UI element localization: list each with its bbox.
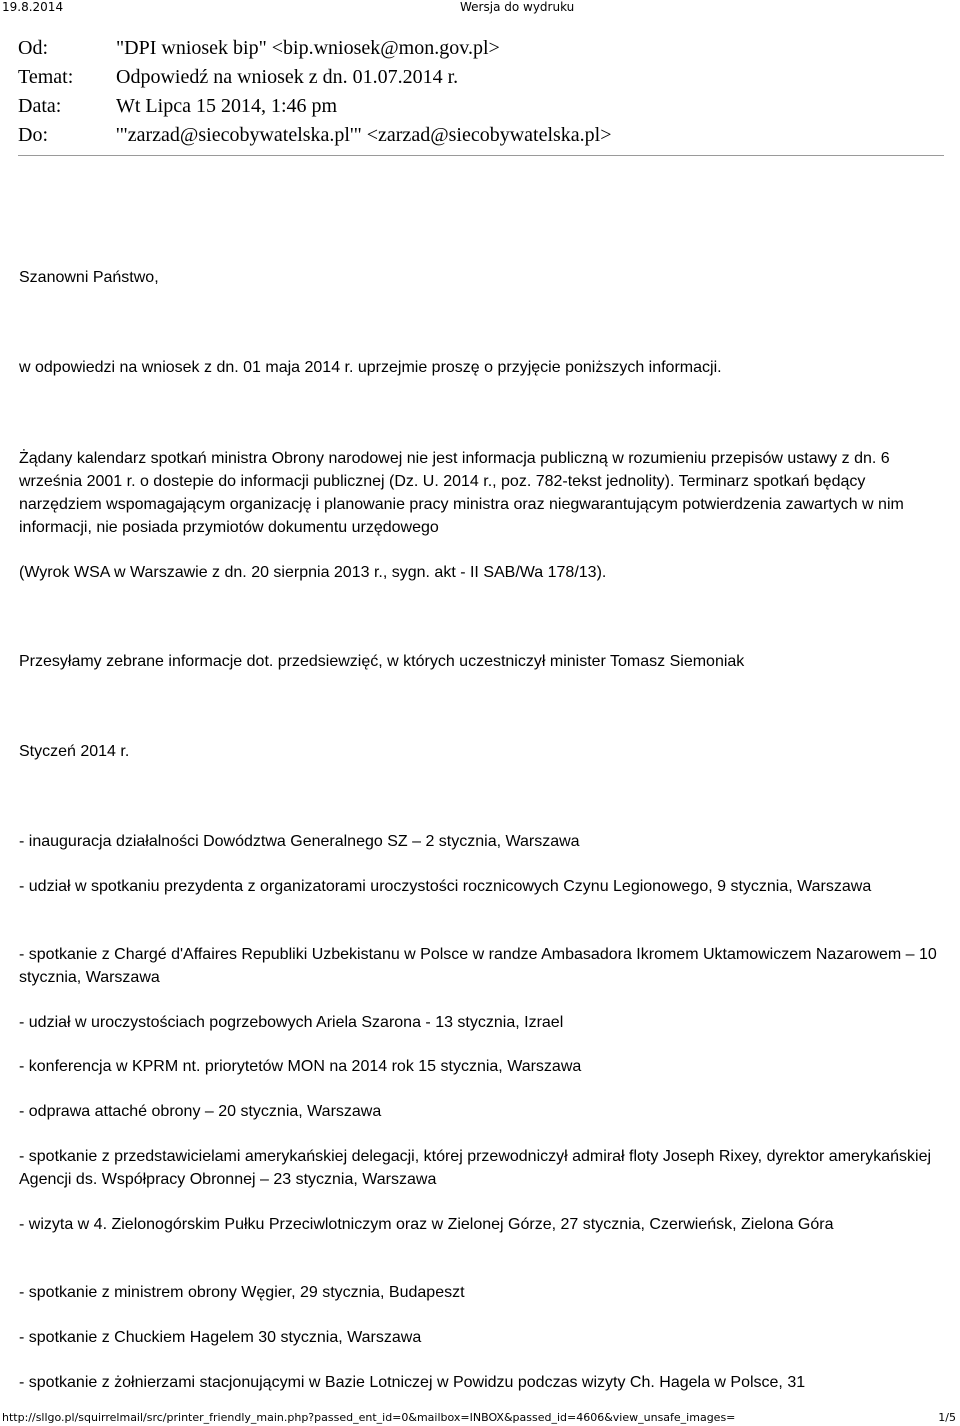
header-value: Wt Lipca 15 2014, 1:46 pm — [116, 95, 338, 117]
email-headers — [18, 34, 948, 150]
event-item: - odprawa attaché obrony – 20 stycznia, Warszawa — [19, 1103, 382, 1120]
header-from — [18, 34, 948, 63]
header-subject — [18, 63, 948, 92]
event-item: - spotkanie z żołnierzami stacjonującymi w Bazie Lotniczej w Powidzu podczas wizyty Ch. Hagela w Polsce, 31 — [19, 1374, 806, 1391]
greeting: Szanowni Państwo, — [19, 269, 159, 286]
event-item: - spotkanie z ministrem obrony Węgier, 29 stycznia, Budapeszt — [19, 1284, 465, 1301]
header-value: Odpowiedź na wniosek z dn. 01.07.2014 r. — [116, 66, 459, 88]
header-label: Do: — [18, 124, 48, 146]
event-item: - udział w spotkaniu prezydenta z organizatorami uroczystości rocznicowych Czynu Legionowego, 9 stycznia, Warszawa — [19, 878, 872, 895]
print-header — [0, 0, 960, 16]
event-item: - udział w uroczystościach pogrzebowych Ariela Szarona - 13 stycznia, Izrael — [19, 1014, 564, 1031]
print-date: 19.8.2014 — [2, 0, 64, 14]
print-version-title: Wersja do wydruku — [460, 0, 575, 14]
header-value: '"zarzad@siecobywatelska.pl'" <zarzad@siecobywatelska.pl> — [116, 124, 612, 146]
print-footer — [0, 1410, 960, 1426]
event-item: - inauguracja działalności Dowództwa Generalnego SZ – 2 stycznia, Warszawa — [19, 833, 580, 850]
sent-info: Przesyłamy zebrane informacje dot. przedsiewzięć, w których uczestniczył minister Tomasz Siemoniak — [19, 653, 745, 670]
event-item: - wizyta w 4. Zielonogórskim Pułku Przeciwlotniczym oraz w Zielonej Górze, 27 stycznia, Czerwieńsk, Zielona Góra — [19, 1216, 834, 1233]
header-value: "DPI wniosek bip" <bip.wniosek@mon.gov.pl> — [116, 37, 500, 59]
header-divider — [18, 155, 944, 156]
event-item: - konferencja w KPRM nt. priorytetów MON na 2014 rok 15 stycznia, Warszawa — [19, 1058, 582, 1075]
header-date — [18, 92, 948, 121]
intro-paragraph: w odpowiedzi na wniosek z dn. 01 maja 2014 r. uprzejmie proszę o przyjęcie poniższych informacji. — [19, 359, 722, 376]
header-to — [18, 121, 948, 150]
court-citation: (Wyrok WSA w Warszawie z dn. 20 sierpnia 2013 r., sygn. akt - II SAB/Wa 178/13). — [19, 564, 607, 581]
header-label: Temat: — [18, 66, 74, 88]
legal-paragraph: Żądany kalendarz spotkań ministra Obrony narodowej nie jest informacja publiczną w rozumieniu przepisów ustawy z dn. 6 września 2001 r. o dostepie do informacji publicznej (Dz. U. 2014 r., poz. 782-tekst jednolity). Terminarz spotkań będący narzędziem wspomagającym organizację i planowanie pracy ministra oraz niegwarantującym potwierdzenia zawartych w nim informacji, nie posiada przymiotów dokumentu urzędowego — [19, 450, 904, 536]
month-heading: Styczeń 2014 r. — [19, 743, 130, 760]
event-item: - spotkanie z Chargé d'Affaires Republiki Uzbekistanu w Polsce w randze Ambasadora Ikromem Uktamowiczem Nazarowem – 10 stycznia, Warszawa — [19, 946, 937, 986]
event-item: - spotkanie z przedstawicielami amerykańskiej delegacji, której przewodniczył admirał floty Joseph Rixey, dyrektor amerykańskiej Agencji ds. Współpracy Obronnej – 23 stycznia, Warszawa — [19, 1148, 932, 1188]
header-label: Data: — [18, 95, 62, 117]
page-url: http://sllgo.pl/squirrelmail/src/printer_friendly_main.php?passed_ent_id=0&mailbox=INBOX&passed_id=4606&view_unsafe_images= — [2, 1411, 736, 1424]
header-label: Od: — [18, 37, 48, 59]
event-item: - spotkanie z Chuckiem Hagelem 30 stycznia, Warszawa — [19, 1329, 422, 1346]
page-number: 1/5 — [938, 1411, 956, 1424]
